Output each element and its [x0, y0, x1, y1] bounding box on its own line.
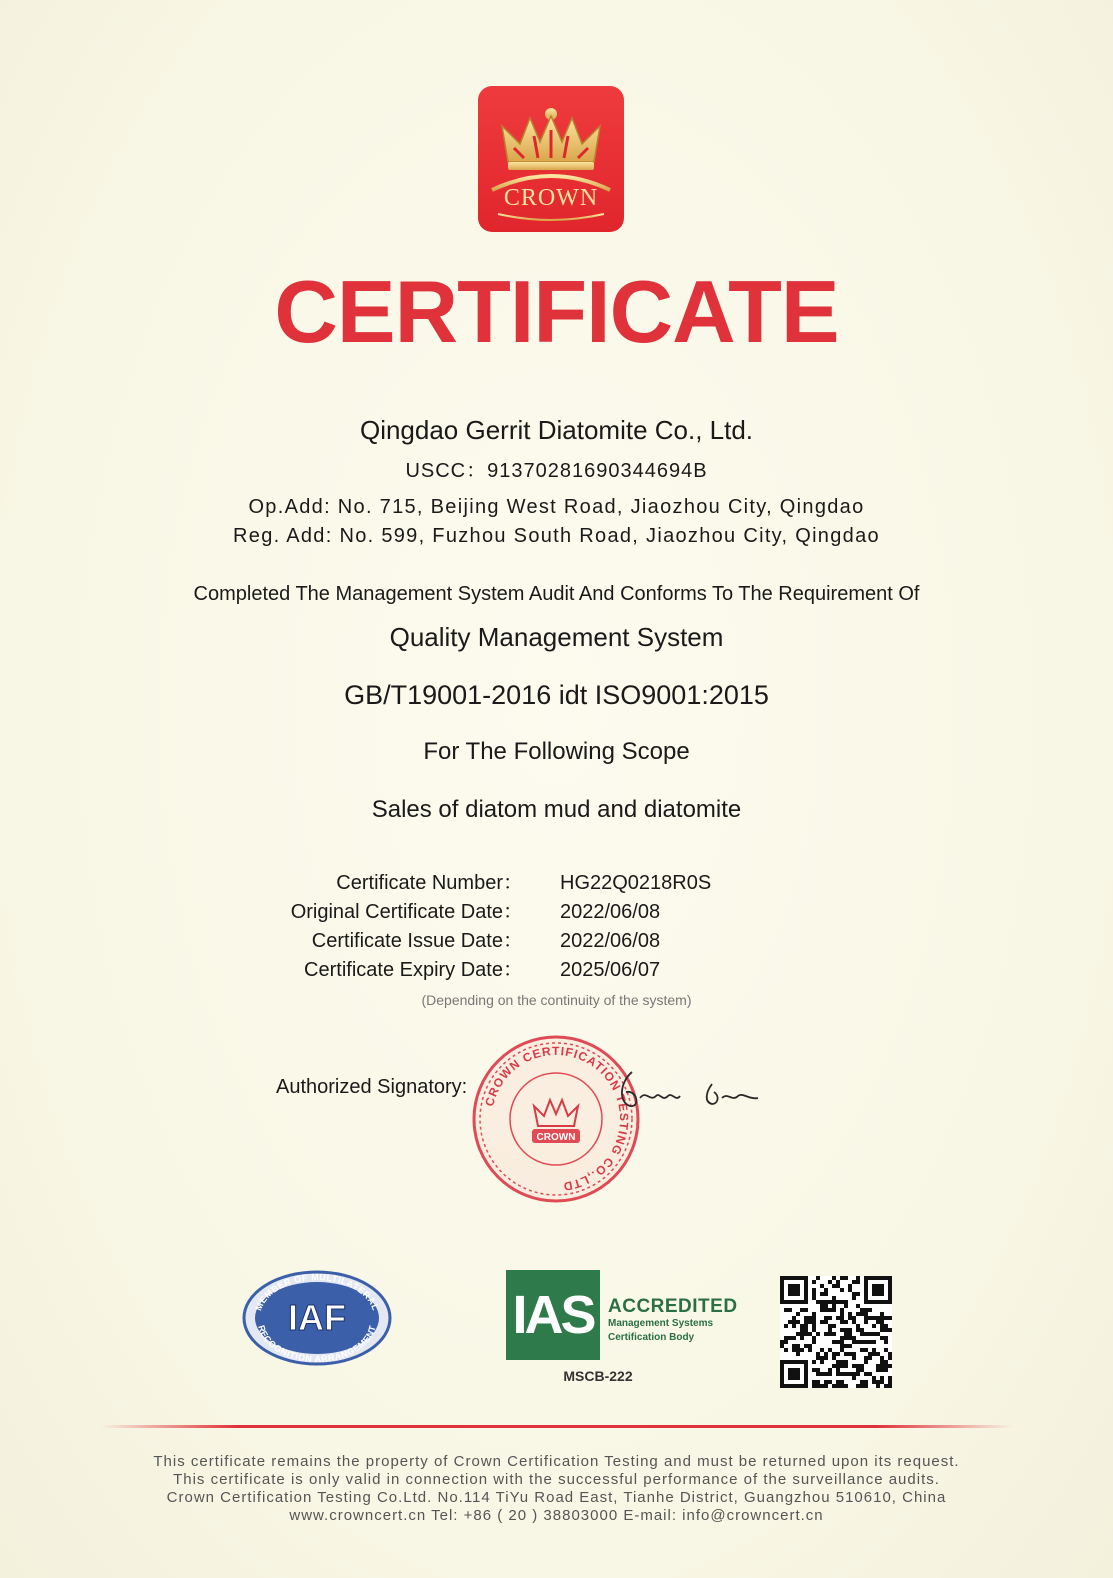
handwritten-signature	[600, 1062, 770, 1122]
detail-value: HG22Q0218R0S	[560, 872, 712, 894]
detail-label: Certificate Issue Date：	[311, 930, 523, 952]
crown-logo-text: CROWN	[503, 185, 599, 211]
operating-address: Op.Add: No. 715, Beijing West Road, Jiaozhou City, Qingdao	[248, 496, 865, 518]
detail-label: Original Certificate Date：	[290, 901, 523, 923]
qr-code[interactable]	[780, 1276, 892, 1388]
detail-value: 2022/06/08	[560, 901, 661, 923]
detail-value: 2025/06/07	[560, 959, 661, 981]
ias-code: MSCB-222	[563, 1368, 633, 1384]
crown-logo	[478, 86, 624, 232]
footer-line-4: www.crowncert.cn Tel: +86 ( 20 ) 38803000 E-mail: info@crowncert.cn	[289, 1507, 824, 1524]
ias-logo	[506, 1270, 600, 1360]
ias-subtitle-2: Certification Body	[608, 1332, 695, 1343]
footer-line-3: Crown Certification Testing Co.Ltd. No.114 TiYu Road East, Tianhe District, Guangzhou 510610, China	[166, 1489, 947, 1506]
system-name: Quality Management System	[389, 622, 724, 652]
ias-accredited: ACCREDITED	[608, 1296, 738, 1317]
footer-divider	[100, 1425, 1013, 1428]
iaf-ring-bottom-text: RECOGNITION ARRANGEMENT	[256, 1324, 378, 1365]
detail-value: 2022/06/08	[560, 930, 661, 952]
iaf-ring-top-text: MEMBER OF MULTILATERAL	[253, 1271, 381, 1312]
detail-label: Certificate Expiry Date：	[304, 959, 523, 981]
detail-row-expiry-date	[0, 956, 1113, 985]
certificate-title: CERTIFICATE	[274, 262, 839, 361]
iaf-letters: IAF	[288, 1297, 346, 1338]
uscc-code: USCC：91370281690344694B	[405, 460, 708, 482]
detail-row-original-date	[0, 898, 1113, 927]
validity-note: (Depending on the continuity of the system)	[421, 992, 692, 1008]
scope-text: Sales of diatom mud and diatomite	[371, 796, 742, 823]
footer-line-2: This certificate is only valid in connection with the successful performance of the surveillance audits.	[173, 1471, 940, 1488]
company-name: Qingdao Gerrit Diatomite Co., Ltd.	[359, 415, 754, 445]
detail-row-certificate-number	[0, 869, 1113, 898]
seal-ring-text: CROWN CERTIFICATION TESTING CO.,LTD	[482, 1043, 632, 1194]
audit-statement: Completed The Management System Audit And Conforms To The Requirement Of	[193, 583, 920, 605]
detail-label: Certificate Number：	[336, 872, 523, 894]
scope-heading: For The Following Scope	[423, 738, 690, 765]
footer-line-1: This certificate remains the property of Crown Certification Testing and must be returned upon its request.	[153, 1453, 960, 1470]
ias-subtitle-1: Management Systems	[608, 1318, 714, 1329]
registered-address: Reg. Add: No. 599, Fuzhou South Road, Jiaozhou City, Qingdao	[233, 525, 880, 547]
seal-center-text: CROWN	[536, 1132, 576, 1143]
standard-code: GB/T19001-2016 idt ISO9001:2015	[344, 680, 769, 710]
ias-letters: IAS	[512, 1285, 594, 1345]
signatory-label: Authorized Signatory:	[276, 1076, 468, 1098]
detail-row-issue-date	[0, 927, 1113, 956]
iaf-logo	[242, 1270, 392, 1366]
